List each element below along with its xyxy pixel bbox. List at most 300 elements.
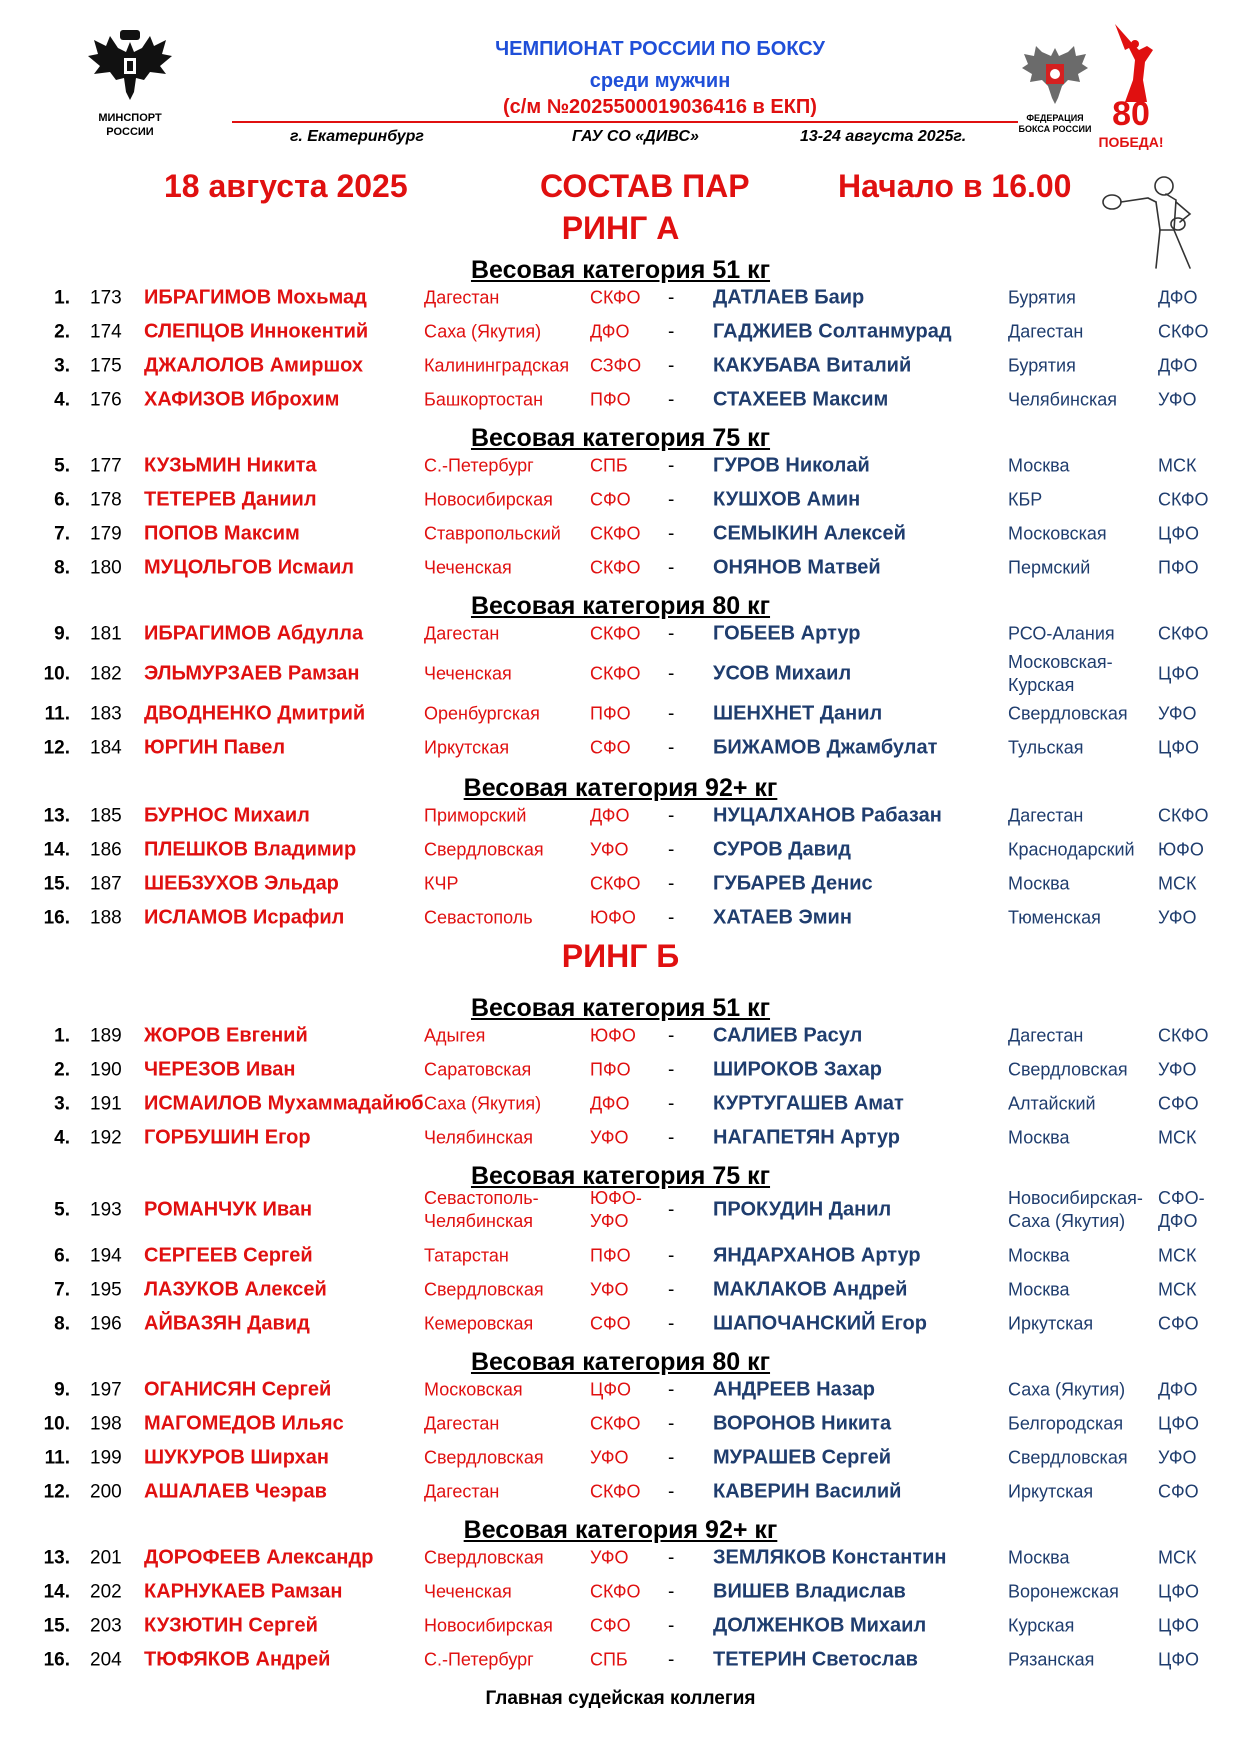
bout-row <box>0 1475 1241 1509</box>
bout-row <box>0 867 1241 901</box>
blue-corner-name: СЕМЫКИН Алексей <box>713 522 906 545</box>
weight-category-title: Весовая категория 92+ кг <box>463 774 778 802</box>
blue-corner-district: УФО <box>1158 907 1197 928</box>
red-corner-region: Ставропольский <box>424 523 561 544</box>
bout-id: 202 <box>90 1581 122 1603</box>
bout-row <box>0 1441 1241 1475</box>
blue-corner-name: ГУРОВ Николай <box>713 454 870 477</box>
bout-row <box>0 1019 1241 1053</box>
versus-dash: - <box>668 663 675 685</box>
blue-corner-region: Дагестан <box>1008 321 1084 342</box>
blue-corner-district: МСК <box>1158 1245 1197 1266</box>
red-corner-region: Новосибирская <box>424 1615 553 1636</box>
weight-category-title: Весовая категория 80 кг <box>470 1348 771 1376</box>
bout-number: 7. <box>54 523 70 545</box>
bout-id: 190 <box>90 1059 122 1081</box>
red-corner-region: Калининградская <box>424 355 570 376</box>
blue-corner-district: ДФО <box>1158 355 1198 376</box>
bout-number: 9. <box>54 623 70 645</box>
blue-corner-district: СФО <box>1158 1093 1199 1114</box>
bout-id: 201 <box>90 1547 122 1569</box>
versus-dash: - <box>668 805 675 827</box>
bout-row <box>0 1575 1241 1609</box>
versus-dash: - <box>668 355 675 377</box>
versus-dash: - <box>668 839 675 861</box>
red-corner-district: ПФО <box>590 1059 631 1080</box>
red-corner-district: СПБ <box>590 1649 628 1670</box>
red-corner-district: СКФО <box>590 1481 641 1502</box>
event-dates: 13-24 августа 2025г. <box>800 128 967 145</box>
red-corner-region: Свердловская <box>424 839 544 860</box>
red-corner-region: Саха (Якутия) <box>424 321 542 342</box>
title-line-1: ЧЕМПИОНАТ РОССИИ ПО БОКСУ <box>495 38 825 60</box>
blue-corner-name: ЗЕМЛЯКОВ Константин <box>713 1546 947 1569</box>
red-corner-name: РОМАНЧУК Иван <box>144 1198 313 1221</box>
minsport-logo-text: МИНСПОРТ РОССИИ <box>98 112 162 138</box>
bout-number: 13. <box>43 1547 70 1569</box>
federation-logo-text: ФЕДЕРАЦИЯ БОКСА РОССИИ <box>1018 113 1092 134</box>
blue-corner-district: СФО <box>1158 1481 1199 1502</box>
bout-id: 177 <box>90 455 122 477</box>
red-corner-region: Севастополь <box>424 907 533 928</box>
ring-title: РИНГ Б <box>561 938 680 974</box>
blue-corner-name: ГАДЖИЕВ Солтанмурад <box>713 320 952 343</box>
blue-corner-name: БИЖАМОВ Джамбулат <box>713 736 938 759</box>
blue-corner-region: Новосибирская- Саха (Якутия) <box>1008 1188 1143 1231</box>
versus-dash: - <box>668 1025 675 1047</box>
bout-row <box>0 349 1241 383</box>
red-corner-district: СЗФО <box>590 355 642 376</box>
blue-corner-region: Москва <box>1008 1279 1070 1300</box>
bout-row <box>0 1239 1241 1273</box>
versus-dash: - <box>668 1127 675 1149</box>
blue-corner-region: Курская <box>1008 1615 1075 1636</box>
blue-corner-name: ДАТЛАЕВ Баир <box>713 286 865 309</box>
blue-corner-region: Бурятия <box>1008 287 1076 308</box>
red-corner-name: ПЛЕШКОВ Владимир <box>144 838 357 861</box>
bout-id: 189 <box>90 1025 122 1047</box>
blue-corner-name: КАВЕРИН Василий <box>713 1480 902 1503</box>
red-corner-district: ПФО <box>590 703 631 724</box>
bout-row <box>0 799 1241 833</box>
red-corner-region: Дагестан <box>424 287 500 308</box>
red-corner-name: ШУКУРОВ Ширхан <box>144 1446 329 1469</box>
blue-corner-name: АНДРЕЕВ Назар <box>713 1378 875 1401</box>
blue-corner-district: ДФО <box>1158 287 1198 308</box>
bout-number: 1. <box>54 1025 70 1047</box>
bout-number: 11. <box>44 1447 70 1469</box>
blue-corner-region: Свердловская <box>1008 1447 1128 1468</box>
red-corner-name: ИБРАГИМОВ Мохьмад <box>144 286 367 309</box>
bout-id: 179 <box>90 523 122 545</box>
bout-number: 5. <box>54 455 70 477</box>
blue-corner-region: Челябинская <box>1008 389 1117 410</box>
bout-id: 191 <box>90 1093 122 1115</box>
event-date: 18 августа 2025 <box>164 168 408 204</box>
bout-number: 16. <box>43 1649 70 1671</box>
red-corner-name: МАГОМЕДОВ Ильяс <box>144 1412 344 1435</box>
red-corner-name: ГОРБУШИН Егор <box>144 1126 311 1149</box>
red-corner-name: ДВОДНЕНКО Дмитрий <box>144 702 366 725</box>
blue-corner-name: ДОЛЖЕНКОВ Михаил <box>713 1614 927 1637</box>
bout-row <box>0 1053 1241 1087</box>
venue: ГАУ СО «ДИВС» <box>572 128 699 145</box>
versus-dash: - <box>668 1581 675 1603</box>
red-corner-name: ПОПОВ Максим <box>144 522 300 545</box>
bout-number: 15. <box>43 873 70 895</box>
versus-dash: - <box>668 623 675 645</box>
red-corner-region: Татарстан <box>424 1245 509 1266</box>
blue-corner-name: ЯНДАРХАНОВ Артур <box>713 1244 921 1267</box>
red-corner-district: ДФО <box>590 1093 630 1114</box>
blue-corner-region: Свердловская <box>1008 703 1128 724</box>
red-corner-name: ОГАНИСЯН Сергей <box>144 1378 332 1401</box>
red-corner-name: АШАЛАЕВ Чеэрав <box>144 1480 327 1503</box>
bout-number: 8. <box>54 1313 70 1335</box>
bout-number: 5. <box>54 1199 70 1221</box>
blue-corner-name: НУЦАЛХАНОВ Рабазан <box>713 804 942 827</box>
bout-number: 4. <box>54 1127 70 1149</box>
blue-corner-name: КУШХОВ Амин <box>713 488 861 511</box>
double-eagle-icon <box>80 28 180 106</box>
versus-dash: - <box>668 523 675 545</box>
weight-category-title: Весовая категория 75 кг <box>470 424 771 452</box>
minsport-logo <box>80 28 180 138</box>
blue-corner-region: Рязанская <box>1008 1649 1095 1670</box>
footer-signature: Главная судейская коллегия <box>485 1688 756 1709</box>
versus-dash: - <box>668 1649 675 1671</box>
blue-corner-name: САЛИЕВ Расул <box>713 1024 863 1047</box>
bout-id: 193 <box>90 1199 122 1221</box>
blue-corner-region: Пермский <box>1008 557 1091 578</box>
bout-id: 203 <box>90 1615 122 1637</box>
bout-row <box>0 449 1241 483</box>
motherland-statue-icon <box>1095 20 1167 102</box>
red-corner-name: ТЕТЕРЕВ Даниил <box>144 488 317 511</box>
red-corner-name: ТЮФЯКОВ Андрей <box>144 1648 331 1671</box>
bout-id: 196 <box>90 1313 122 1335</box>
bout-id: 185 <box>90 805 122 827</box>
bout-number: 14. <box>43 839 70 861</box>
bout-row <box>0 483 1241 517</box>
bout-row <box>0 652 1241 695</box>
red-corner-region: Дагестан <box>424 623 500 644</box>
bout-row <box>0 551 1241 585</box>
blue-corner-district: ЦФО <box>1158 1413 1200 1434</box>
blue-corner-name: ПРОКУДИН Данил <box>713 1198 892 1221</box>
red-corner-name: ИБРАГИМОВ Абдулла <box>144 622 364 645</box>
blue-corner-name: ТЕТЕРИН Светослав <box>713 1648 918 1671</box>
bout-row <box>0 281 1241 315</box>
blue-corner-name: ШАПОЧАНСКИЙ Егор <box>713 1312 927 1335</box>
blue-corner-name: КУРТУГАШЕВ Амат <box>713 1092 904 1115</box>
bout-row <box>0 1188 1241 1231</box>
versus-dash: - <box>668 737 675 759</box>
red-corner-region: Севастополь- Челябинская <box>424 1188 539 1231</box>
versus-dash: - <box>668 557 675 579</box>
versus-dash: - <box>668 907 675 929</box>
red-corner-district: УФО <box>590 1547 629 1568</box>
blue-corner-district: ЦФО <box>1158 663 1200 684</box>
bout-number: 1. <box>54 287 70 309</box>
versus-dash: - <box>668 1379 675 1401</box>
blue-corner-district: УФО <box>1158 1447 1197 1468</box>
blue-corner-district: УФО <box>1158 703 1197 724</box>
bout-id: 197 <box>90 1379 122 1401</box>
blue-corner-district: СФО- ДФО <box>1158 1188 1205 1231</box>
blue-corner-region: Москва <box>1008 873 1070 894</box>
bout-row <box>0 315 1241 349</box>
red-corner-name: АЙВАЗЯН Давид <box>144 1312 310 1335</box>
versus-dash: - <box>668 455 675 477</box>
red-corner-name: МУЦОЛЬГОВ Исмаил <box>144 556 354 579</box>
red-corner-name: КУЗЬМИН Никита <box>144 454 317 477</box>
bout-id: 184 <box>90 737 122 759</box>
blue-corner-name: СУРОВ Давид <box>713 838 851 861</box>
blue-corner-name: ГУБАРЕВ Денис <box>713 872 873 895</box>
bout-number: 6. <box>54 489 70 511</box>
versus-dash: - <box>668 1615 675 1637</box>
red-corner-district: СКФО <box>590 523 641 544</box>
red-corner-district: СКФО <box>590 1581 641 1602</box>
red-corner-region: Свердловская <box>424 1279 544 1300</box>
red-corner-district: УФО <box>590 1279 629 1300</box>
red-corner-district: УФО <box>590 1127 629 1148</box>
bout-number: 11. <box>44 703 70 725</box>
red-corner-region: Саха (Якутия) <box>424 1093 542 1114</box>
red-corner-name: ШЕБЗУХОВ Эльдар <box>144 872 339 895</box>
blue-corner-region: Белгородская <box>1008 1413 1124 1434</box>
bout-id: 175 <box>90 355 122 377</box>
weight-category-title: Весовая категория 51 кг <box>470 994 771 1022</box>
bout-id: 186 <box>90 839 122 861</box>
bout-number: 4. <box>54 389 70 411</box>
blue-corner-district: ЦФО <box>1158 523 1200 544</box>
red-corner-district: СКФО <box>590 873 641 894</box>
bout-number: 7. <box>54 1279 70 1301</box>
red-corner-name: ХАФИЗОВ Иброхим <box>144 388 340 411</box>
blue-corner-name: ВОРОНОВ Никита <box>713 1412 892 1435</box>
blue-corner-district: МСК <box>1158 873 1197 894</box>
bout-row <box>0 697 1241 731</box>
red-corner-district: СФО <box>590 489 631 510</box>
red-corner-region: Московская <box>424 1379 523 1400</box>
red-corner-region: Свердловская <box>424 1447 544 1468</box>
blue-corner-region: Иркутская <box>1008 1313 1094 1334</box>
blue-corner-district: ЦФО <box>1158 737 1200 758</box>
city: г. Екатеринбург <box>290 128 424 145</box>
bout-id: 187 <box>90 873 122 895</box>
blue-corner-district: ЦФО <box>1158 1615 1200 1636</box>
versus-dash: - <box>668 1547 675 1569</box>
red-corner-region: Челябинская <box>424 1127 533 1148</box>
red-corner-name: ИСЛАМОВ Исрафил <box>144 906 345 929</box>
blue-corner-region: Москва <box>1008 1127 1070 1148</box>
blue-corner-district: СКФО <box>1158 321 1209 342</box>
blue-corner-name: ШЕНХНЕТ Данил <box>713 702 883 725</box>
red-corner-district: ЮФО <box>590 1025 636 1046</box>
bout-number: 10. <box>43 663 70 685</box>
blue-corner-region: КБР <box>1008 489 1043 510</box>
blue-corner-region: Москва <box>1008 455 1070 476</box>
red-corner-district: СКФО <box>590 557 641 578</box>
red-corner-region: Чеченская <box>424 1581 512 1602</box>
blue-corner-region: Тюменская <box>1008 907 1101 928</box>
blue-corner-region: Саха (Якутия) <box>1008 1379 1126 1400</box>
bout-row <box>0 1541 1241 1575</box>
federation-emblem-icon <box>1018 42 1092 108</box>
red-corner-name: ИСМАИЛОВ Мухаммадайюб <box>144 1092 424 1115</box>
start-time: Начало в 16.00 <box>838 168 1072 204</box>
bout-number: 2. <box>54 1059 70 1081</box>
red-corner-name: ДОРОФЕЕВ Александр <box>144 1546 374 1569</box>
bout-row <box>0 1373 1241 1407</box>
versus-dash: - <box>668 287 675 309</box>
red-corner-district: СФО <box>590 737 631 758</box>
red-corner-region: КЧР <box>424 873 459 894</box>
red-corner-region: Саратовская <box>424 1059 532 1080</box>
bout-number: 16. <box>43 907 70 929</box>
versus-dash: - <box>668 1313 675 1335</box>
boxing-federation-logo <box>1018 42 1092 132</box>
title-line-3: (с/м №2025500019036416 в ЕКП) <box>503 96 817 118</box>
red-corner-region: Чеченская <box>424 663 512 684</box>
blue-corner-district: ДФО <box>1158 1379 1198 1400</box>
red-corner-name: ДЖАЛОЛОВ Амиршох <box>144 354 363 377</box>
red-corner-district: ЦФО <box>590 1379 632 1400</box>
red-corner-region: Адыгея <box>424 1025 486 1046</box>
versus-dash: - <box>668 1059 675 1081</box>
bout-row <box>0 1087 1241 1121</box>
ring-title: РИНГ А <box>561 210 680 246</box>
bout-id: 180 <box>90 557 122 579</box>
versus-dash: - <box>668 489 675 511</box>
bout-id: 178 <box>90 489 122 511</box>
bout-id: 181 <box>90 623 122 645</box>
blue-corner-name: ШИРОКОВ Захар <box>713 1058 882 1081</box>
blue-corner-district: МСК <box>1158 455 1197 476</box>
bout-number: 14. <box>43 1581 70 1603</box>
versus-dash: - <box>668 1279 675 1301</box>
weight-category-title: Весовая категория 75 кг <box>470 1162 771 1190</box>
blue-corner-region: Бурятия <box>1008 355 1076 376</box>
blue-corner-district: МСК <box>1158 1279 1197 1300</box>
blue-corner-region: Алтайский <box>1008 1093 1096 1114</box>
blue-corner-district: УФО <box>1158 1059 1197 1080</box>
blue-corner-region: Свердловская <box>1008 1059 1128 1080</box>
red-corner-district: ЮФО <box>590 907 636 928</box>
red-corner-name: ЛАЗУКОВ Алексей <box>144 1278 327 1301</box>
blue-corner-district: СКФО <box>1158 489 1209 510</box>
versus-dash: - <box>668 1447 675 1469</box>
red-corner-name: БУРНОС Михаил <box>144 804 310 827</box>
blue-corner-district: СКФО <box>1158 1025 1209 1046</box>
blue-corner-district: СФО <box>1158 1313 1199 1334</box>
bout-row <box>0 1121 1241 1155</box>
red-corner-name: ЮРГИН Павел <box>144 736 286 759</box>
blue-corner-district: СКФО <box>1158 623 1209 644</box>
bout-id: 204 <box>90 1649 122 1671</box>
badge-number: 80 <box>1112 95 1150 133</box>
blue-corner-region: Москва <box>1008 1245 1070 1266</box>
red-corner-region: Оренбургская <box>424 703 540 724</box>
red-corner-region: Башкортостан <box>424 389 544 410</box>
red-corner-name: СЕРГЕЕВ Сергей <box>144 1244 313 1267</box>
red-corner-district: СПБ <box>590 455 628 476</box>
bout-number: 10. <box>43 1413 70 1435</box>
versus-dash: - <box>668 321 675 343</box>
blue-corner-name: КАКУБАВА Виталий <box>713 354 912 377</box>
red-corner-region: Иркутская <box>424 737 510 758</box>
bout-number: 6. <box>54 1245 70 1267</box>
bout-number: 15. <box>43 1615 70 1637</box>
versus-dash: - <box>668 703 675 725</box>
blue-corner-region: Тульская <box>1008 737 1084 758</box>
blue-corner-name: ГОБЕЕВ Артур <box>713 622 861 645</box>
blue-corner-district: УФО <box>1158 389 1197 410</box>
bout-number: 12. <box>43 1481 70 1503</box>
bout-row <box>0 1609 1241 1643</box>
bout-id: 200 <box>90 1481 122 1503</box>
bout-id: 176 <box>90 389 122 411</box>
red-corner-district: ДФО <box>590 321 630 342</box>
blue-corner-name: ОНЯНОВ Матвей <box>713 556 881 579</box>
badge-text: ПОБЕДА! <box>1098 134 1164 150</box>
red-corner-name: КУЗЮТИН Сергей <box>144 1614 318 1637</box>
versus-dash: - <box>668 1481 675 1503</box>
versus-dash: - <box>668 1245 675 1267</box>
red-corner-region: Дагестан <box>424 1481 500 1502</box>
victory-80-badge <box>1095 20 1167 155</box>
bout-number: 3. <box>54 355 70 377</box>
blue-corner-name: СТАХЕЕВ Максим <box>713 388 889 411</box>
red-corner-district: ПФО <box>590 1245 631 1266</box>
bout-id: 183 <box>90 703 122 725</box>
red-corner-region: Кемеровская <box>424 1313 534 1334</box>
versus-dash: - <box>668 1199 675 1221</box>
bout-id: 199 <box>90 1447 122 1469</box>
blue-corner-region: Московская- Курская <box>1008 652 1113 695</box>
red-corner-region: Чеченская <box>424 557 512 578</box>
blue-corner-district: МСК <box>1158 1127 1197 1148</box>
bout-row <box>0 901 1241 935</box>
bout-id: 182 <box>90 663 122 685</box>
blue-corner-district: ПФО <box>1158 557 1199 578</box>
red-corner-name: ЭЛЬМУРЗАЕВ Рамзан <box>144 662 360 685</box>
red-corner-region: Приморский <box>424 805 527 826</box>
bout-row <box>0 517 1241 551</box>
weight-category-title: Весовая категория 80 кг <box>470 592 771 620</box>
bout-number: 9. <box>54 1379 70 1401</box>
blue-corner-region: РСО-Алания <box>1008 623 1115 644</box>
red-corner-district: ЮФО- УФО <box>590 1188 642 1231</box>
weight-category-title: Весовая категория 92+ кг <box>463 1516 778 1544</box>
red-corner-district: ДФО <box>590 805 630 826</box>
red-corner-district: ПФО <box>590 389 631 410</box>
blue-corner-region: Дагестан <box>1008 1025 1084 1046</box>
weight-category-title: Весовая категория 51 кг <box>470 256 771 284</box>
red-corner-region: С.-Петербург <box>424 1649 534 1670</box>
blue-corner-district: ЦФО <box>1158 1581 1200 1602</box>
bout-id: 198 <box>90 1413 122 1435</box>
blue-corner-name: ВИШЕВ Владислав <box>713 1580 906 1603</box>
blue-corner-region: Воронежская <box>1008 1581 1119 1602</box>
red-corner-name: КАРНУКАЕВ Рамзан <box>144 1580 343 1603</box>
bout-id: 174 <box>90 321 122 343</box>
versus-dash: - <box>668 389 675 411</box>
bout-row <box>0 833 1241 867</box>
red-corner-district: СКФО <box>590 663 641 684</box>
